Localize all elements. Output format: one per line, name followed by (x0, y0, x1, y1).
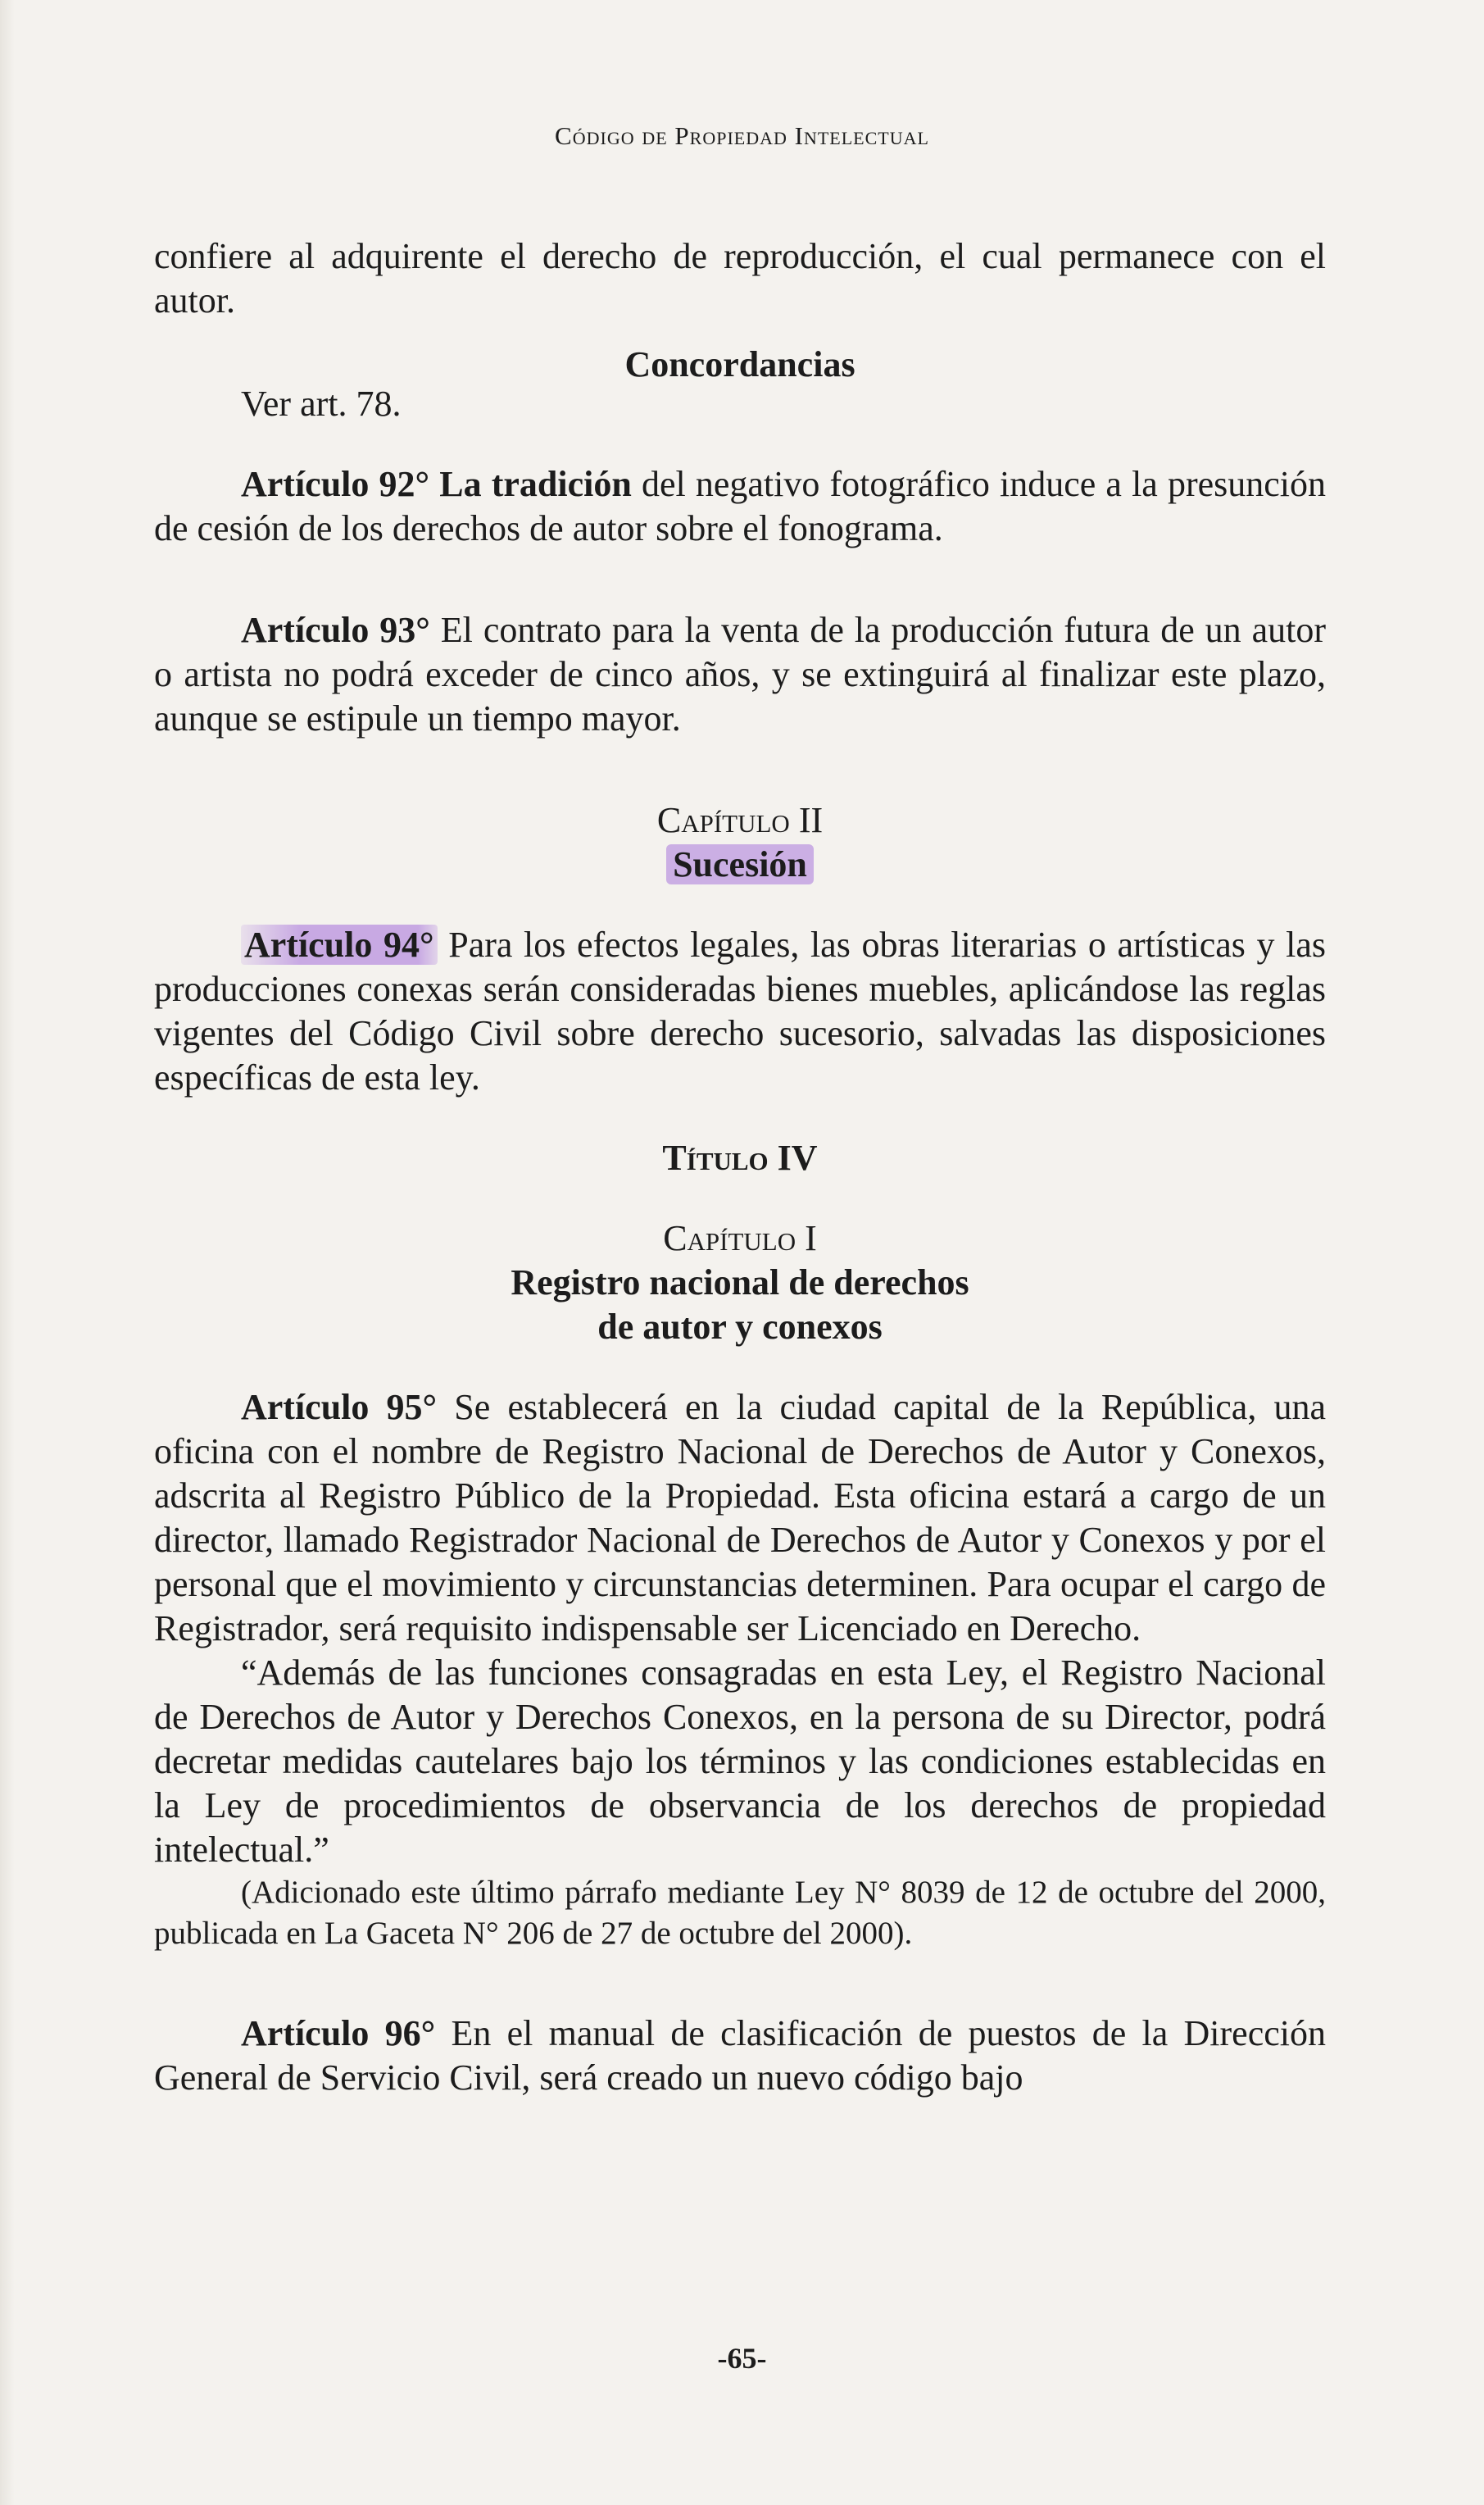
chapter-2-title: Sucesión (666, 844, 814, 884)
article-95 (154, 1385, 1326, 1651)
article-96 (154, 2012, 1326, 2100)
article-93-label: Artículo 93° (241, 610, 430, 650)
page-edge-shadow (0, 0, 15, 2505)
chapter-2-title-wrapper (154, 843, 1326, 887)
chapter-1-label: Capítulo I (663, 1218, 817, 1258)
article-92 (154, 462, 1326, 551)
article-94-label: Artículo 94° (241, 925, 438, 965)
article-94 (154, 923, 1326, 1100)
page-number: -65- (717, 2342, 767, 2375)
article-92-text: del negativo fotográfico induce a la presunción de cesión de los derechos de autor sobre el fonograma. (154, 464, 1326, 548)
article-92-label: Artículo 92° (241, 464, 430, 504)
article-95-text: Se establecerá en la ciudad capital de la República, una oficina con el nombre de Registro Nacional de Derechos de Autor y Conexos, adscrita al Registro Público de la Propiedad. Esta oficina estará a cargo de un director, llamado Registrador Nacional de Derechos de Autor y Conexos y por el personal que el movimiento y circunstancias determinen. Para ocupar el cargo de Registrador, será requisito indispensable ser Licenciado en Derecho. (154, 1387, 1326, 1648)
article-92-lead: La tradición (439, 464, 632, 504)
chapter-1-title-line-1: Registro nacional de derechos (511, 1262, 969, 1303)
page-content (154, 234, 1326, 2100)
chapter-2-label: Capítulo II (656, 800, 824, 840)
title-4-text: Título IV (662, 1138, 818, 1178)
concordancias-heading: Concordancias (624, 344, 855, 384)
article-95-amendment-note: (Adicionado este último párrafo mediante Ley N° 8039 de 12 de octubre del 2000, publicada en La Gaceta N° 206 de 27 de octubre del 2000). (154, 1875, 1326, 1951)
article-96-text: En el manual de clasificación de puestos de la Dirección General de Servicio Civil, será creado un nuevo código bajo (154, 2013, 1326, 2098)
concordancias-reference: Ver art. 78. (241, 384, 402, 424)
title-4-label (154, 1136, 1326, 1180)
chapter-1-title-line-2: de autor y conexos (597, 1307, 883, 1347)
running-header: Código de Propiedad Intelectual (555, 121, 929, 150)
article-93 (154, 608, 1326, 741)
article-95-paragraph-2: “Además de las funciones consagradas en esta Ley, el Registro Nacional de Derechos de Autor y Derechos Conexos, en la persona de su Director, podrá decretar medidas cautelares bajo los términos y las condiciones establecidas en la Ley de procedimientos de observancia de los derechos de propiedad intelectual.” (154, 1653, 1326, 1870)
intro-paragraph: confiere al adquirente el derecho de reproducción, el cual permanece con el autor. (154, 236, 1326, 321)
article-93-text: El contrato para la venta de la producción futura de un autor o artista no podrá exceder de cinco años, y se extinguirá al finalizar este plazo, aunque se estipule un tiempo mayor. (154, 610, 1326, 739)
article-95-label: Artículo 95° (241, 1387, 438, 1427)
article-96-label: Artículo 96° (241, 2013, 436, 2053)
article-94-text: Para los efectos legales, las obras literarias o artísticas y las producciones conexas serán consideradas bienes muebles, aplicándose las reglas vigentes del Código Civil sobre derecho sucesorio, salvadas las disposiciones específicas de esta ley. (154, 925, 1326, 1098)
